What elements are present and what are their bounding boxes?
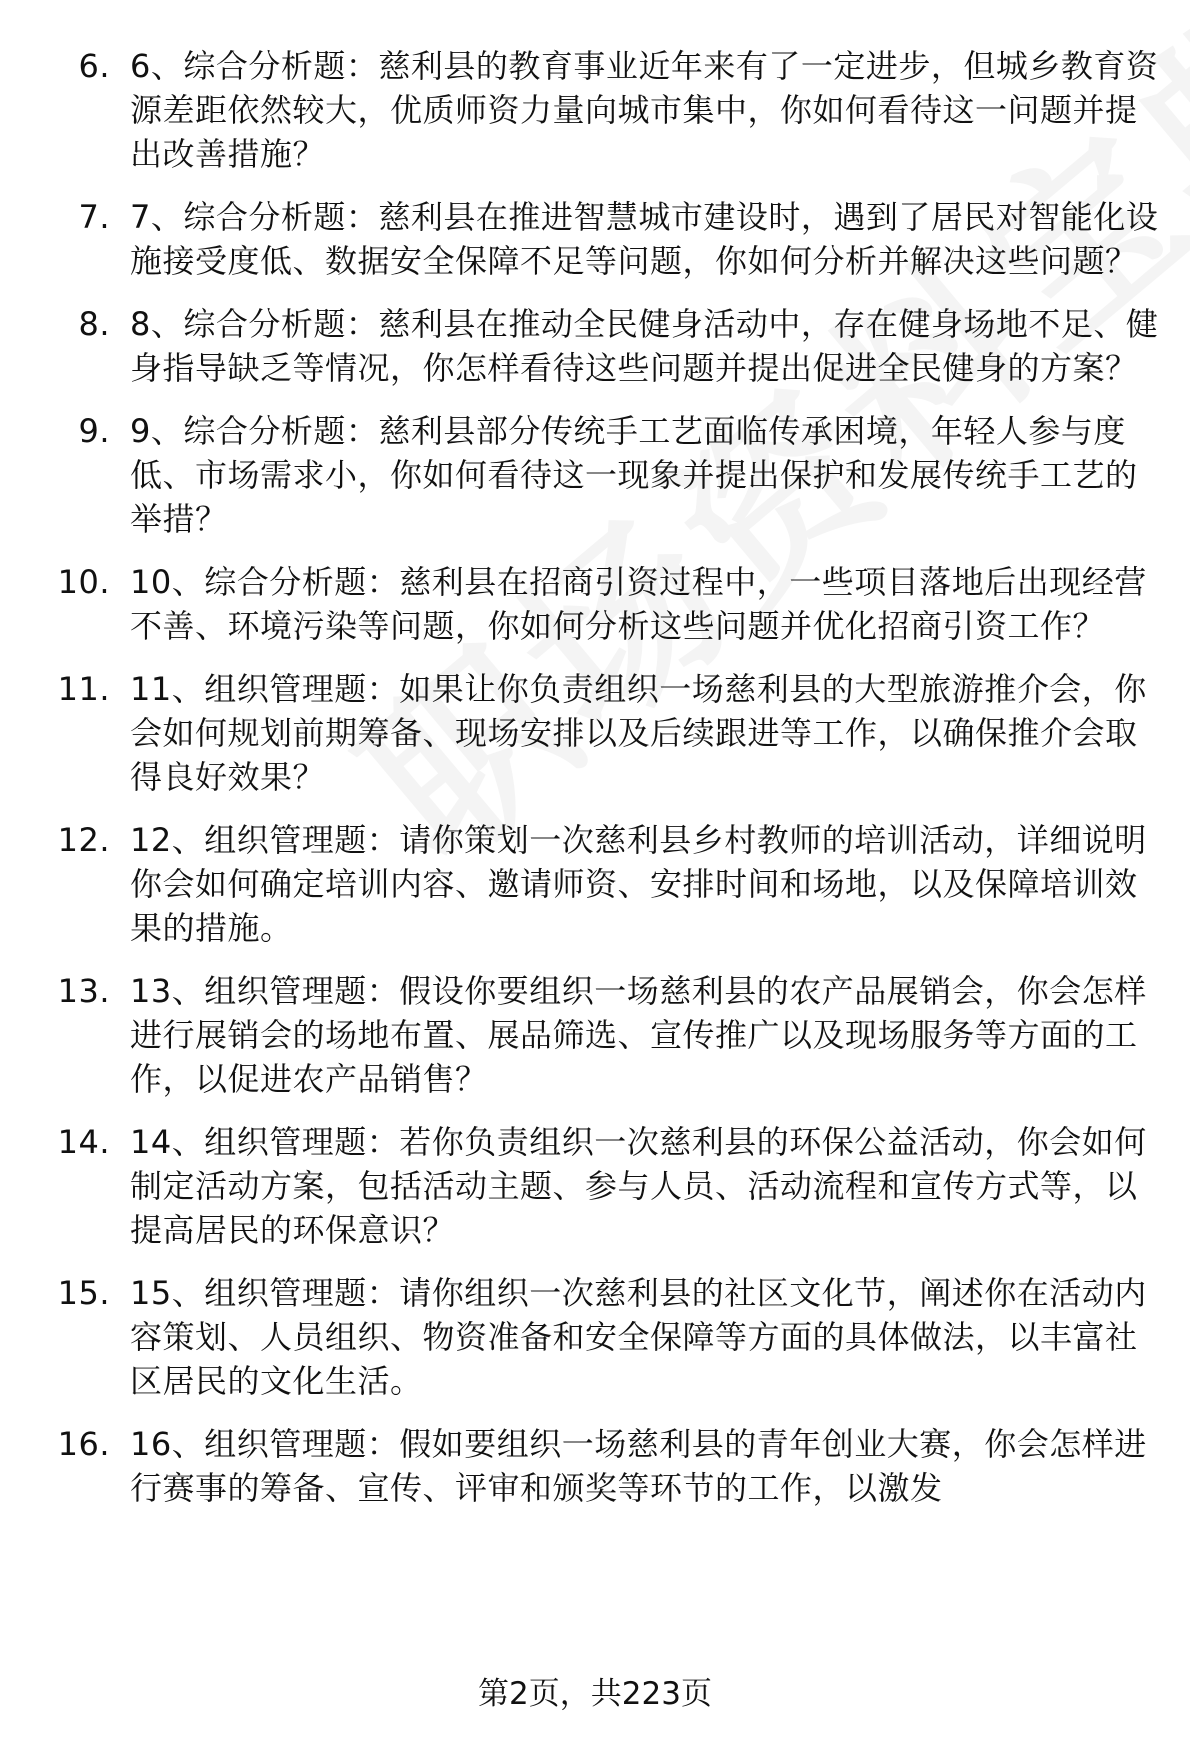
item-text: 12、组织管理题：请你策划一次慈利县乡村教师的培训活动，详细说明你会如何确定培训内容、邀请师资、安排时间和场地，以及保障培训效果的措施。 [130,821,1147,947]
item-text: 8、综合分析题：慈利县在推动全民健身活动中，存在健身场地不足、健身指导缺乏等情况，你怎样看待这些问题并提出促进全民健身的方案？ [130,305,1159,387]
item-number: 7. [78,198,110,236]
page-number-footer: 第2页，共223页 [478,1676,712,1712]
item-number: 12. [57,821,110,859]
item-text: 14、组织管理题：若你负责组织一次慈利县的环保公益活动，你会如何制定活动方案，包括活动主题、参与人员、活动流程和宣传方式等，以提高居民的环保意识？ [130,1123,1147,1249]
list-item [0,560,1190,648]
item-text: 11、组织管理题：如果让你负责组织一场慈利县的大型旅游推介会，你会如何规划前期筹备、现场安排以及后续跟进等工作，以确保推介会取得良好效果？ [130,670,1147,796]
list-item [0,1422,1190,1510]
item-text: 9、综合分析题：慈利县部分传统手工艺面临传承困境，年轻人参与度低、市场需求小，你如何看待这一现象并提出保护和发展传统手工艺的举措？ [130,412,1138,538]
item-number: 16. [57,1425,110,1463]
item-number: 14. [57,1123,110,1161]
item-number: 13. [57,972,110,1010]
item-number: 11. [57,670,110,708]
item-text: 16、组织管理题：假如要组织一场慈利县的青年创业大赛，你会怎样进行赛事的筹备、宣传、评审和颁奖等环节的工作，以激发 [130,1425,1147,1507]
list-item [0,195,1190,283]
list-item [0,1120,1190,1252]
item-number: 10. [57,563,110,601]
item-text: 10、综合分析题：慈利县在招商引资过程中，一些项目落地后出现经营不善、环境污染等问题，你如何分析这些问题并优化招商引资工作？ [130,563,1147,645]
list-item [0,44,1190,176]
item-number: 8. [78,305,110,343]
list-item [0,667,1190,799]
list-item [0,818,1190,950]
list-item [0,969,1190,1101]
item-number: 9. [78,412,110,450]
list-item [0,409,1190,541]
item-text: 6、综合分析题：慈利县的教育事业近年来有了一定进步，但城乡教育资源差距依然较大，优质师资力量向城市集中，你如何看待这一问题并提出改善措施？ [130,47,1159,173]
item-number: 6. [78,47,110,85]
item-text: 7、综合分析题：慈利县在推进智慧城市建设时，遇到了居民对智能化设施接受度低、数据安全保障不足等问题，你如何分析并解决这些问题？ [130,198,1159,280]
list-item [0,302,1190,390]
item-text: 15、组织管理题：请你组织一次慈利县的社区文化节，阐述你在活动内容策划、人员组织、物资准备和安全保障等方面的具体做法，以丰富社区居民的文化生活。 [130,1274,1147,1400]
question-list [0,44,1190,1529]
list-item [0,1271,1190,1403]
item-number: 15. [57,1274,110,1312]
item-text: 13、组织管理题：假设你要组织一场慈利县的农产品展销会，你会怎样进行展销会的场地布置、展品筛选、宣传推广以及现场服务等方面的工作，以促进农产品销售？ [130,972,1147,1098]
